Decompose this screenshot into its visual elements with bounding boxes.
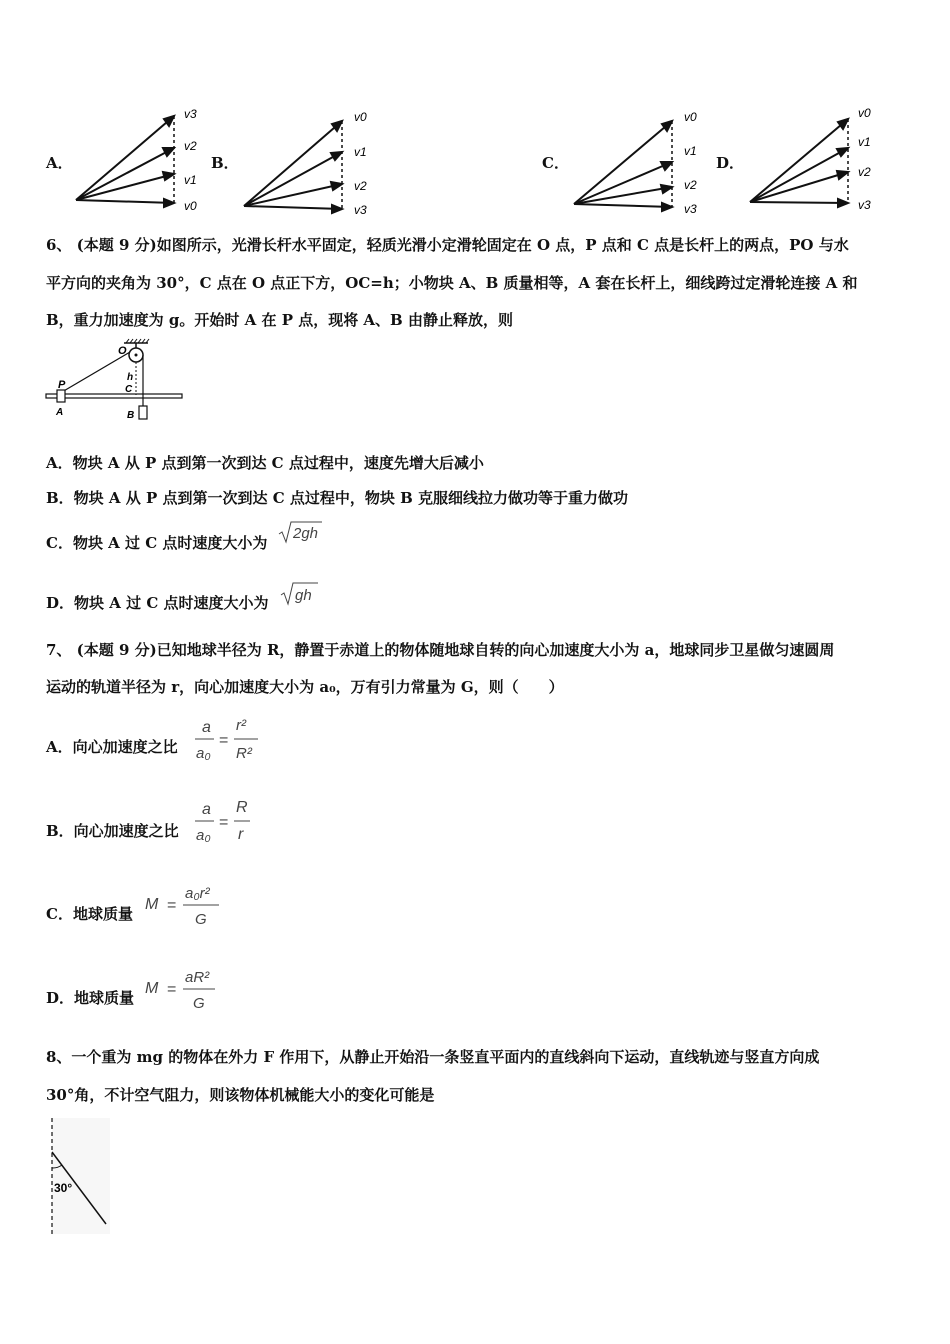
svg-text:C: C: [125, 384, 133, 395]
q8-text-line2: 30°角，不计空气阻力，则该物体机械能大小的变化可能是: [46, 1086, 435, 1104]
q5-option-c-diagram: [568, 104, 718, 224]
q5b-v3: v3: [354, 203, 367, 217]
svg-text:aR²: aR²: [185, 969, 210, 986]
svg-text:G: G: [193, 995, 205, 1012]
svg-text:r: r: [238, 826, 244, 843]
svg-text:A: A: [56, 407, 64, 418]
q7-option-d-formula: [143, 962, 233, 1018]
q5-option-b-label[interactable]: B．: [211, 154, 239, 172]
svg-text:=: =: [219, 814, 229, 831]
q6-text-line2: 平方向的夹角为 30°，C 点在 O 点正下方，OC=h；小物块 A、B 质量相等，A 套在长杆上，细线跨过定滑轮连接 A 和: [46, 274, 858, 292]
q5c-v1: v1: [684, 144, 697, 158]
q5d-v1: v1: [858, 135, 871, 149]
q7-text-line1: 7、 (本题 9 分)已知地球半径为 R，静置于赤道上的物体随地球自转的向心加速度大小为 a，地球同步卫星做匀速圆周: [46, 641, 835, 659]
svg-text:O: O: [118, 345, 127, 357]
svg-text:a₀r²: a₀r²: [185, 885, 210, 902]
q5a-v3: v3: [184, 107, 197, 121]
q6-option-d[interactable]: D．物块 A 过 C 点时速度大小为: [46, 594, 269, 612]
q5b-v0: v0: [354, 110, 367, 124]
q5a-v2: v2: [184, 139, 197, 153]
q7-option-d[interactable]: D．地球质量: [46, 989, 135, 1007]
q5c-v3: v3: [684, 202, 697, 216]
q5a-v0: v0: [184, 199, 197, 213]
q5b-v1: v1: [354, 145, 367, 159]
q7-option-c[interactable]: C．地球质量: [46, 905, 133, 923]
q6-pulley-figure: [44, 338, 189, 423]
q5-option-a-label[interactable]: A．: [46, 154, 73, 172]
q7-option-a-formula: [190, 712, 270, 770]
q6-option-c[interactable]: C．物块 A 过 C 点时速度大小为: [46, 534, 268, 552]
svg-text:a₀: a₀: [196, 745, 211, 762]
q6-text-line3: B，重力加速度为 g。开始时 A 在 P 点，现将 A、B 由静止释放，则: [46, 311, 513, 329]
block-b: [139, 406, 147, 419]
q5d-v2: v2: [858, 165, 871, 179]
q5-option-d-label[interactable]: D．: [716, 154, 745, 172]
q8-trajectory-figure: [44, 1116, 114, 1238]
q7-text-line2: 运动的轨道半径为 r，向心加速度大小为 a₀，万有引力常量为 G，则（ ）: [46, 678, 564, 696]
horizontal-rod: [46, 394, 182, 398]
q6-text-line1: 6、 (本题 9 分)如图所示，光滑长杆水平固定，轻质光滑小定滑轮固定在 O 点，P 点和 C 点是长杆上的两点，PO 与水: [46, 236, 849, 254]
q5d-v0: v0: [858, 106, 871, 120]
block-a: [57, 390, 65, 402]
q6-option-b[interactable]: B．物块 A 从 P 点到第一次到达 C 点过程中，物块 B 克服细线拉力做功等于重力做功: [46, 489, 628, 507]
svg-text:gh: gh: [295, 587, 312, 604]
q6-option-d-sqrt: [278, 578, 322, 608]
q7-option-b[interactable]: B．向心加速度之比: [46, 822, 179, 840]
svg-text:G: G: [195, 911, 207, 928]
q6-option-a[interactable]: A．物块 A 从 P 点到第一次到达 C 点过程中，速度先增大后减小: [46, 454, 484, 472]
svg-text:R: R: [236, 799, 248, 816]
q5d-v3: v3: [858, 198, 871, 212]
angle-label: 30°: [54, 1181, 73, 1195]
svg-text:M: M: [145, 980, 159, 997]
svg-text:=: =: [167, 981, 177, 998]
svg-text:R²: R²: [236, 745, 252, 762]
svg-text:M: M: [145, 896, 159, 913]
svg-text:a: a: [202, 719, 211, 736]
svg-text:B: B: [127, 410, 135, 421]
svg-text:=: =: [219, 732, 229, 749]
svg-text:=: =: [167, 897, 177, 914]
svg-text:r²: r²: [236, 717, 246, 734]
q7-option-c-formula: [143, 878, 233, 934]
q5-option-b-diagram: [238, 104, 388, 224]
q7-option-b-formula: [190, 794, 260, 852]
svg-text:a₀: a₀: [196, 827, 211, 844]
q5-option-a-diagram: [70, 100, 220, 220]
svg-text:2gh: 2gh: [293, 525, 319, 542]
q6-option-c-sqrt: [276, 518, 326, 546]
q5-option-c-label[interactable]: C．: [542, 154, 569, 172]
q7-option-a[interactable]: A．向心加速度之比: [46, 738, 178, 756]
q8-text-line1: 8、一个重为 mg 的物体在外力 F 作用下，从静止开始沿一条竖直平面内的直线斜向下运动，直线轨迹与竖直方向成: [46, 1048, 820, 1066]
svg-text:P: P: [58, 379, 66, 391]
svg-text:a: a: [202, 801, 211, 818]
q5-option-d-diagram: [744, 102, 894, 222]
q5b-v2: v2: [354, 179, 367, 193]
q5c-v2: v2: [684, 178, 697, 192]
q5c-v0: v0: [684, 110, 697, 124]
svg-text:h: h: [127, 372, 134, 383]
q5a-v1: v1: [184, 173, 197, 187]
